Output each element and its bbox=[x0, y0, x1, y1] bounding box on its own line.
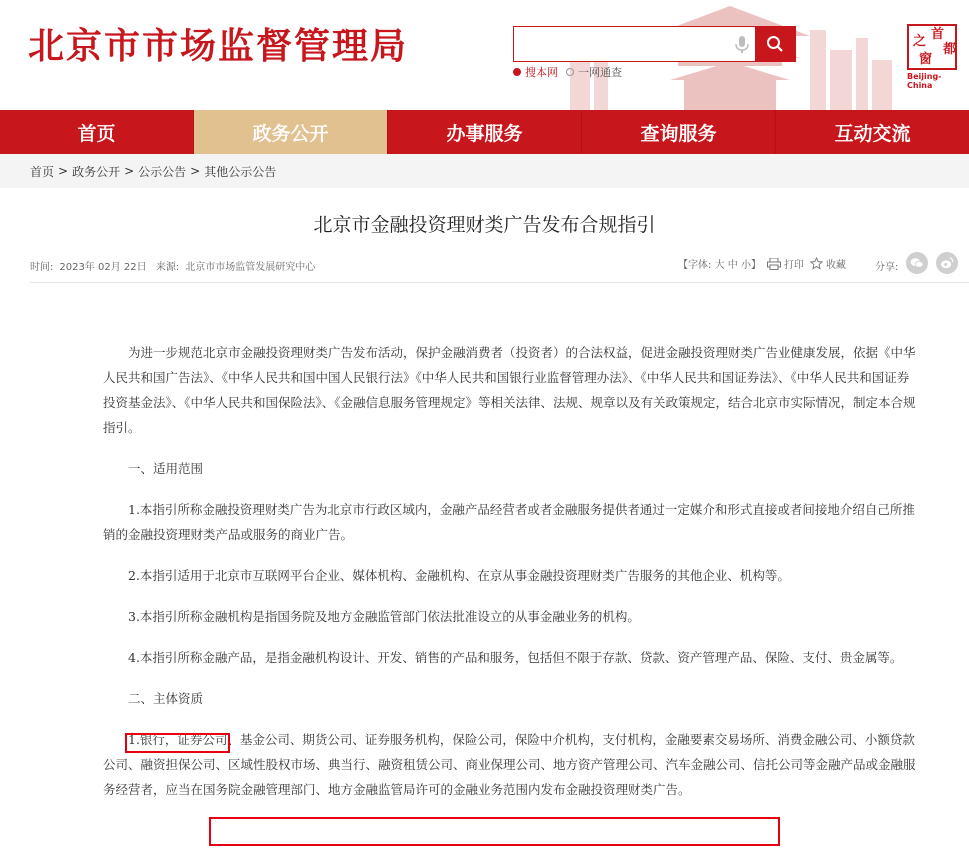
logo-subtitle: Beijing-China bbox=[907, 72, 942, 90]
breadcrumb-separator: > bbox=[58, 164, 69, 178]
microphone-icon[interactable] bbox=[734, 35, 750, 55]
article-meta bbox=[30, 256, 969, 272]
radio-selected-icon bbox=[513, 68, 521, 76]
font-medium[interactable]: 中 bbox=[727, 260, 738, 271]
breadcrumb-government-affairs[interactable]: 政务公开 bbox=[72, 164, 121, 179]
wechat-icon[interactable] bbox=[906, 252, 928, 274]
meta-info bbox=[30, 258, 321, 273]
paragraph-scope-4: 4.本指引所称金融产品，是指金融机构设计、开发、销售的产品和服务，包括但不限于存款、贷款、资产管理产品、保险、支付、贵金属等。 bbox=[128, 650, 903, 665]
time-label: 时间: bbox=[30, 262, 54, 273]
section-heading-qualification: 二、主体资质 bbox=[128, 691, 204, 706]
print-button[interactable] bbox=[767, 256, 804, 271]
breadcrumb-home[interactable]: 首页 bbox=[30, 164, 55, 179]
favorite-button[interactable] bbox=[810, 256, 846, 271]
breadcrumb-announcements[interactable]: 公示公告 bbox=[138, 164, 187, 179]
breadcrumb-separator: > bbox=[124, 164, 135, 178]
font-small[interactable]: 小 bbox=[740, 260, 751, 271]
nav-item-services[interactable]: 办事服务 bbox=[388, 110, 582, 154]
source-name: 北京市市场监管发展研究中心 bbox=[185, 262, 316, 273]
font-large[interactable]: 大 bbox=[714, 260, 725, 271]
print-label: 打印 bbox=[783, 260, 804, 271]
search-icon bbox=[766, 35, 784, 53]
star-icon bbox=[810, 257, 823, 270]
meta-divider bbox=[30, 282, 969, 283]
paragraph-qualification-1: 1.银行，证券公司、基金公司、期货公司、证券服务机构，保险公司，保险中介机构，支付机构，金融要素交易场所、消费金融公司、小额贷款公司、融资担保公司、区域性股权市场、典当行、融资租赁公司、商业保理公司、地方资产管理公司、汽车金融公司、信托公司等金融产品或金融服务经营者，应当在国务院金融管理部门、地方金融监管局许可的金融业务范围内发布金融投资理财类广告。 bbox=[103, 732, 916, 797]
logo-char: 首 bbox=[931, 27, 945, 42]
font-end: 】 bbox=[750, 260, 761, 271]
article-tools bbox=[678, 256, 846, 271]
highlight-box-heading bbox=[125, 733, 230, 753]
highlight-box-clause bbox=[209, 817, 780, 846]
site-header bbox=[0, 0, 969, 110]
search-scope bbox=[513, 64, 622, 80]
site-title[interactable]: 北京市市场监督管理局 bbox=[28, 26, 409, 67]
breadcrumb-separator: > bbox=[190, 164, 201, 178]
font-size-control bbox=[678, 256, 761, 271]
scope-one-network[interactable] bbox=[566, 64, 622, 80]
nav-item-government-affairs[interactable]: 政务公开 bbox=[194, 110, 388, 154]
publish-date: 2023年 02月 22日 bbox=[59, 262, 147, 273]
radio-unselected-icon bbox=[566, 68, 574, 76]
scope-label: 搜本网 bbox=[525, 66, 558, 79]
nav-item-home[interactable]: 首页 bbox=[0, 110, 194, 154]
nav-item-interaction[interactable]: 互动交流 bbox=[834, 122, 911, 145]
paragraph-scope-2: 2.本指引适用于北京市互联网平台企业、媒体机构、金融机构、在京从事金融投资理财类广告服务的其他企业、机构等。 bbox=[128, 568, 790, 583]
main-nav bbox=[0, 110, 969, 154]
paragraph-intro: 为进一步规范北京市金融投资理财类广告发布活动，保护金融消费者（投资者）的合法权益，促进金融投资理财类广告业健康发展，依据《中华人民共和国广告法》、《中华人民共和国中国人民银行法》《中华人民共和国银行业监督管理办法》、《中华人民共和国证券法》、《中华人民共和国证券投资基金法》、《中华人民共和国保险法》、《金融信息服务管理规定》等相关法律、法规、规章以及有关政策规定，结合北京市实际情况，制定本合规指引。 bbox=[103, 345, 916, 435]
scope-this-site[interactable] bbox=[513, 64, 558, 80]
printer-icon bbox=[767, 258, 781, 270]
search-button[interactable] bbox=[755, 27, 795, 61]
share-section bbox=[875, 256, 958, 274]
paragraph-scope-1: 1.本指引所称金融投资理财类广告为北京市行政区域内，金融产品经营者或者金融服务提供者通过一定媒介和形式直接或者间接地介绍自己所推销的金融投资理财类产品或服务的商业广告。 bbox=[103, 502, 915, 542]
weibo-icon[interactable] bbox=[936, 252, 958, 274]
search-box bbox=[513, 26, 796, 62]
scope-label: 一网通查 bbox=[578, 66, 622, 79]
nav-item-query[interactable]: 查询服务 bbox=[582, 110, 776, 154]
logo-char: 之 bbox=[913, 34, 927, 49]
section-heading-scope: 一、适用范围 bbox=[128, 461, 204, 476]
favorite-label: 收藏 bbox=[825, 260, 846, 271]
source-label: 来源: bbox=[155, 262, 180, 273]
capital-window-logo[interactable] bbox=[907, 24, 961, 90]
logo-char: 都 bbox=[943, 42, 957, 57]
article-title: 北京市金融投资理财类广告发布合规指引 bbox=[313, 214, 656, 236]
logo-char: 窗 bbox=[919, 52, 933, 67]
paragraph-scope-3: 3.本指引所称金融机构是指国务院及地方金融监管部门依法批准设立的从事金融业务的机构。 bbox=[128, 609, 640, 624]
search-input[interactable] bbox=[514, 27, 756, 61]
breadcrumb-other-announcements[interactable]: 其他公示公告 bbox=[204, 164, 277, 179]
breadcrumb bbox=[0, 154, 969, 188]
share-label: 分享: bbox=[875, 261, 899, 273]
font-label: 【字体: bbox=[678, 260, 712, 271]
logo-mark bbox=[907, 24, 957, 70]
